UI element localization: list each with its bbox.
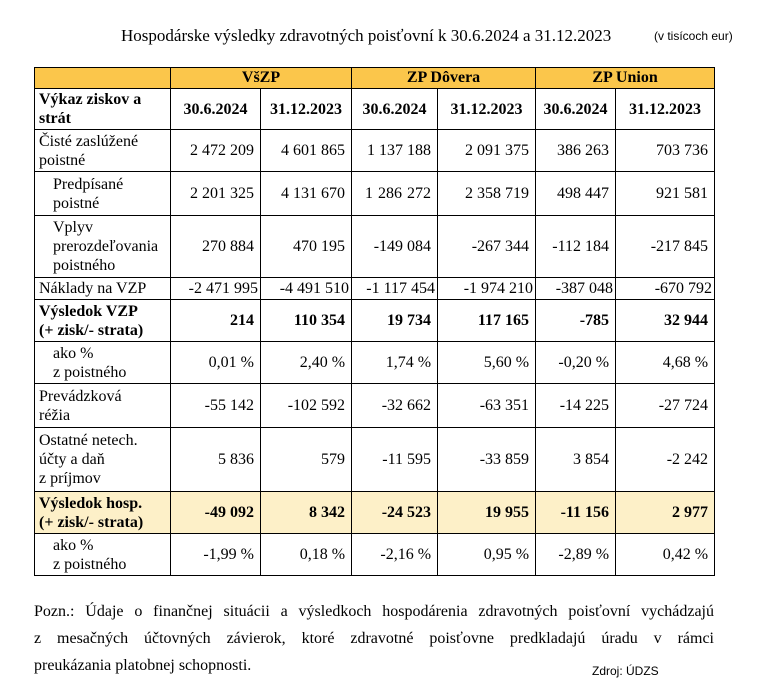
value-cell: 921 581 [616,172,715,216]
value-cell: 0,01 % [171,342,261,384]
table-row [35,342,715,384]
value-cell: 270 884 [171,216,261,278]
period-cell: 30.6.2024 [352,89,438,130]
table-row [35,216,715,278]
insurer-vszp: VšZP [171,68,352,89]
row-label: Čisté zaslúžené poistné [35,130,171,172]
value-cell: 498 447 [536,172,616,216]
value-cell: -32 662 [352,384,438,428]
table-row [35,300,715,342]
value-cell: 19 734 [352,300,438,342]
value-cell: 32 944 [616,300,715,342]
footnote-line: z mesačných účtovných závierok, ktoré zdravotné poisťovne predkladajú úradu v rámci [34,630,714,647]
period-header-row [35,89,715,130]
value-cell: 117 165 [438,300,536,342]
table-row [35,428,715,492]
footnote-line: Pozn.: Údaje o finančnej situácii a výsledkoch hospodárenia zdravotných poisťovní vychádzajú [34,603,714,620]
report-title: Hospodárske výsledky zdravotných poisťovní k 30.6.2024 a 31.12.2023 [121,26,612,45]
value-cell: 5,60 % [438,342,536,384]
period-cell: 30.6.2024 [536,89,616,130]
value-cell: -387 048 [536,278,616,300]
value-cell: -11 595 [352,428,438,492]
row-label: ako % z poistného [35,342,171,384]
table-row [35,384,715,428]
unit-label: (v tisícoch eur) [654,29,733,43]
value-cell: 0,42 % [616,534,715,576]
value-cell: -217 845 [616,216,715,278]
value-cell: 2 977 [616,492,715,534]
value-cell: -1 974 210 [438,278,536,300]
period-cell: 31.12.2023 [438,89,536,130]
value-cell: -27 724 [616,384,715,428]
value-cell: 2 091 375 [438,130,536,172]
value-cell: 8 342 [261,492,352,534]
value-cell: 0,18 % [261,534,352,576]
value-cell: -55 142 [171,384,261,428]
value-cell: -33 859 [438,428,536,492]
value-cell: -2 242 [616,428,715,492]
value-cell: 703 736 [616,130,715,172]
value-cell: -112 184 [536,216,616,278]
footnote [34,598,714,652]
value-cell: 2 472 209 [171,130,261,172]
row-label: Predpísané poistné [35,172,171,216]
row-label: Výsledok hosp. (+ zisk/- strata) [35,492,171,534]
row-label: Náklady na VZP [35,278,171,300]
value-cell: 4 601 865 [261,130,352,172]
row-label: ako % z poistného [35,534,171,576]
value-cell: 110 354 [261,300,352,342]
table-row [35,278,715,300]
source-label: Zdroj: ÚDZS [592,664,659,678]
value-cell: 214 [171,300,261,342]
value-cell: 470 195 [261,216,352,278]
value-cell: -63 351 [438,384,536,428]
insurer-union: ZP Union [536,68,715,89]
value-cell: -267 344 [438,216,536,278]
value-cell: 4 131 670 [261,172,352,216]
value-cell: -785 [536,300,616,342]
row-label: Prevádzková réžia [35,384,171,428]
value-cell: 2,40 % [261,342,352,384]
value-cell: 1 286 272 [352,172,438,216]
value-cell: 2 201 325 [171,172,261,216]
table-row [35,172,715,216]
value-cell: 19 955 [438,492,536,534]
value-cell: -49 092 [171,492,261,534]
value-cell: -670 792 [616,278,715,300]
value-cell: -1,99 % [171,534,261,576]
row-label: Vplyv prerozdeľovania poistného [35,216,171,278]
value-cell: -0,20 % [536,342,616,384]
table-row [35,534,715,576]
value-cell: -11 156 [536,492,616,534]
value-cell: -102 592 [261,384,352,428]
value-cell: 579 [261,428,352,492]
footnote-line: preukázania platobnej schopnosti. [34,657,252,674]
row-label: Výsledok VZP (+ zisk/- strata) [35,300,171,342]
row-label: Výkaz ziskov a strát [35,89,171,130]
value-cell: -2 471 995 [171,278,261,300]
value-cell: 1 137 188 [352,130,438,172]
financial-results-table [34,67,715,576]
value-cell: -1 117 454 [352,278,438,300]
value-cell: 3 854 [536,428,616,492]
value-cell: -14 225 [536,384,616,428]
corner-cell [35,68,171,89]
value-cell: 0,95 % [438,534,536,576]
insurer-dovera: ZP Dôvera [352,68,536,89]
value-cell: -4 491 510 [261,278,352,300]
period-cell: 31.12.2023 [616,89,715,130]
period-cell: 30.6.2024 [171,89,261,130]
value-cell: -149 084 [352,216,438,278]
value-cell: 5 836 [171,428,261,492]
value-cell: -2,89 % [536,534,616,576]
row-label: Ostatné netech. účty a daň z príjmov [35,428,171,492]
value-cell: 4,68 % [616,342,715,384]
value-cell: -24 523 [352,492,438,534]
value-cell: 1,74 % [352,342,438,384]
insurer-header-row [35,68,715,89]
table-row [35,130,715,172]
value-cell: 2 358 719 [438,172,536,216]
period-cell: 31.12.2023 [261,89,352,130]
value-cell: 386 263 [536,130,616,172]
table-row-highlight [35,492,715,534]
value-cell: -2,16 % [352,534,438,576]
